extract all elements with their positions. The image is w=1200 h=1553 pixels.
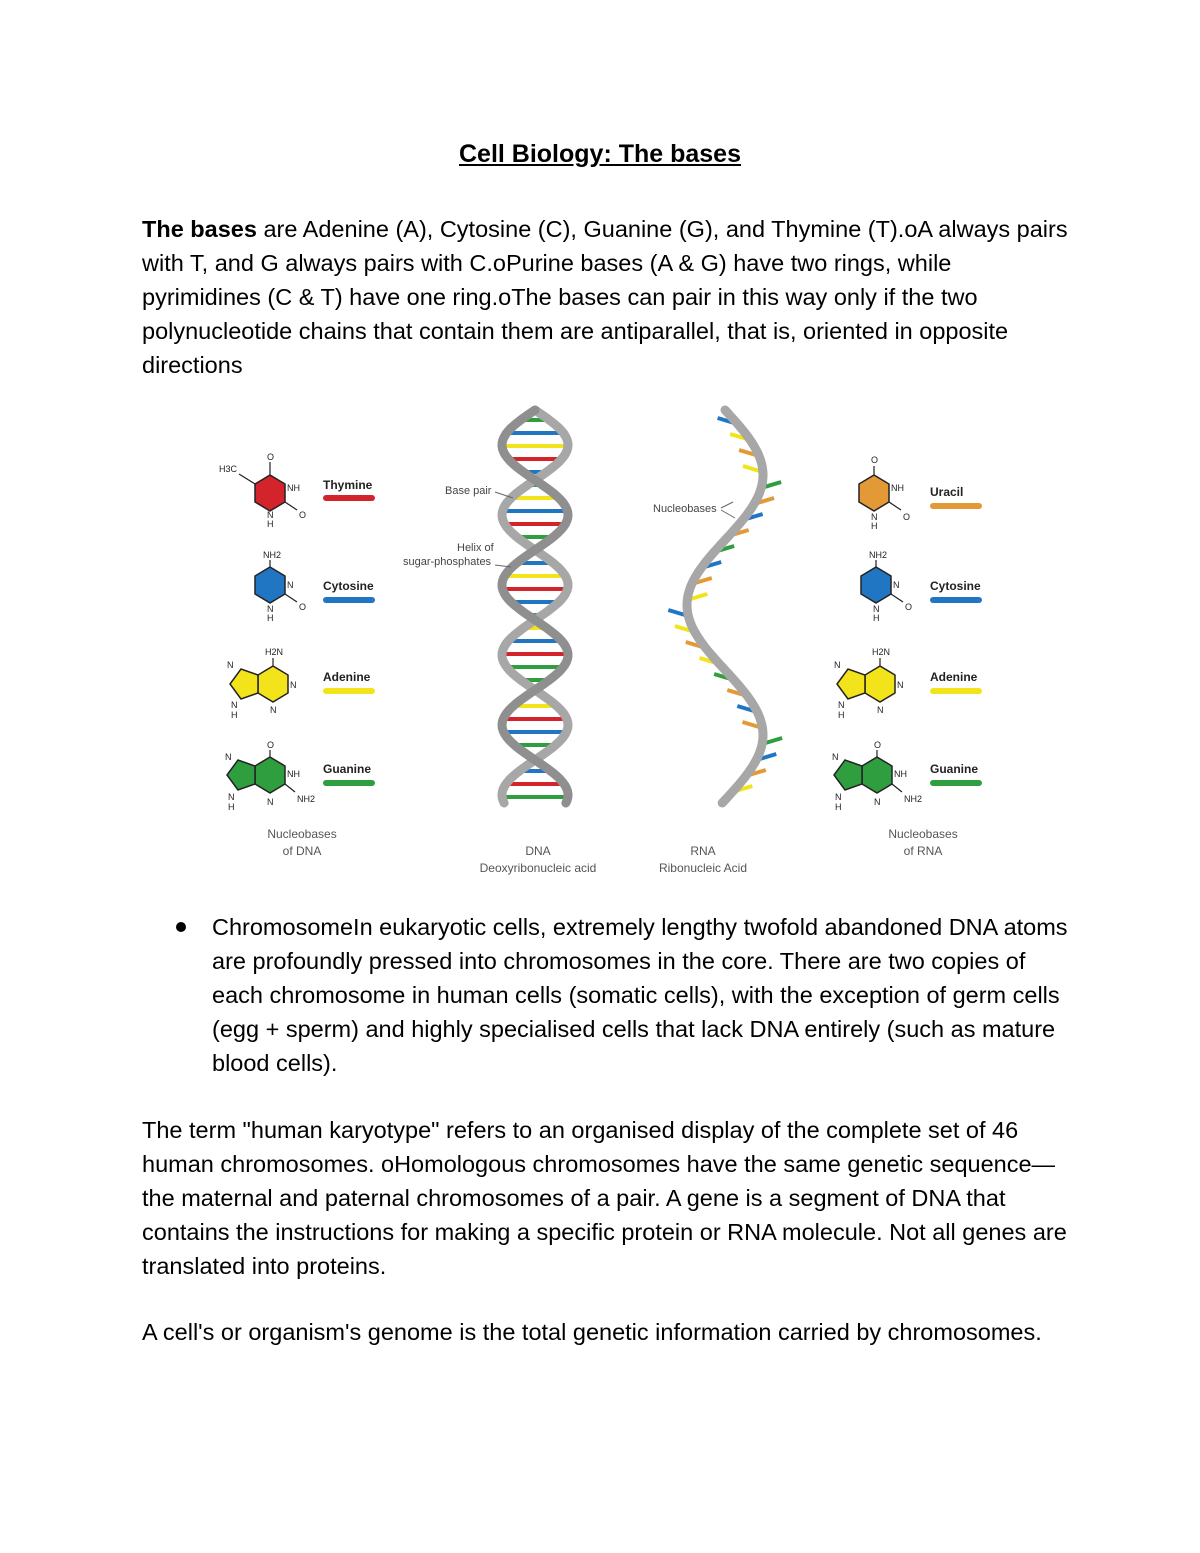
rna-caption-2: Ribonucleic Acid bbox=[658, 861, 748, 875]
thymine-atom-h: H bbox=[267, 519, 274, 529]
nucleobases-dna-caption-2: of DNA bbox=[282, 844, 322, 858]
dna-guanine-atom-n3: N bbox=[228, 792, 235, 802]
rna-cytosine-atom-nh2: NH2 bbox=[869, 550, 888, 560]
rna-cytosine-atom-n1: N bbox=[893, 580, 900, 590]
rna-adenine-atom-h: H bbox=[838, 710, 845, 720]
page-title: Cell Biology: The bases bbox=[458, 140, 741, 168]
dna-guanine-atom-o: O bbox=[267, 740, 275, 750]
intro-bold-lead: The bases bbox=[142, 216, 257, 242]
rna-cytosine-ring bbox=[861, 567, 891, 603]
uracil-atom-h: H bbox=[871, 521, 878, 531]
dna-adenine-swatch bbox=[323, 688, 375, 694]
helix-label-1: Helix of bbox=[457, 542, 494, 554]
dna-adenine-atom-n1: N bbox=[290, 680, 297, 690]
uracil-atom-n: N bbox=[871, 512, 878, 522]
base-pair-label: Base pair bbox=[445, 485, 492, 497]
rna-guanine-label: Guanine bbox=[930, 762, 979, 776]
thymine-atom-h3c: H3C bbox=[219, 464, 238, 474]
rna-cytosine-atom-n2: N bbox=[873, 604, 880, 614]
rna-guanine-atom-nh: NH bbox=[894, 769, 907, 779]
uracil-atom-nh: NH bbox=[891, 483, 904, 493]
bullet-dot bbox=[176, 922, 186, 932]
helix-label-2: sugar-phosphates bbox=[403, 556, 492, 568]
dna-adenine-atom-h: H bbox=[231, 710, 238, 720]
rna-adenine-atom-h2n: H2N bbox=[872, 647, 891, 657]
dna-cytosine-atom-o: O bbox=[299, 602, 307, 612]
dna-cytosine-ring bbox=[255, 567, 285, 603]
dna-adenine-atom-n2: N bbox=[270, 705, 277, 715]
dna-cytosine-label: Cytosine bbox=[323, 579, 374, 593]
thymine-atom-n: N bbox=[267, 510, 274, 520]
rna-adenine-label: Adenine bbox=[930, 670, 978, 684]
dna-adenine-label: Adenine bbox=[323, 670, 371, 684]
rna-guanine-atom-o: O bbox=[874, 740, 882, 750]
dna-adenine-ring6 bbox=[258, 666, 288, 702]
dna-guanine-atom-h: H bbox=[228, 802, 235, 812]
karyotype-paragraph: The term "human karyotype" refers to an organised display of the complete set of 46 human chromosomes. oHomologous chromosomes have the same genetic sequence—the maternal and paternal chromosomes of a pair. A gene is a segment of DNA that contains the instructions for making a specific protein or RNA molecule. Not all genes are translated into proteins. bbox=[142, 1117, 1067, 1279]
rna-guanine-swatch bbox=[930, 780, 982, 786]
uracil-atom-o1: O bbox=[871, 455, 879, 465]
nucleobases-dna-caption-1: Nucleobases bbox=[267, 827, 337, 841]
rna-guanine-ring5 bbox=[834, 760, 862, 790]
rna-adenine-atom-n1: N bbox=[897, 680, 904, 690]
dna-caption-1: DNA bbox=[525, 844, 551, 858]
dna-cytosine-swatch bbox=[323, 597, 375, 603]
thymine-label: Thymine bbox=[323, 478, 373, 492]
thymine-structure bbox=[219, 452, 375, 529]
chromosome-bullet: ChromosomeIn eukaryotic cells, extremely lengthy twofold abandoned DNA atoms are profoundly pressed into chromosomes in the core. There are two copies of each chromosome in human cells (somatic cells), with the exception of germ cells (egg + sperm) and highly specialised cells that lack DNA entirely (such as mature blood cells). bbox=[212, 914, 1068, 1076]
dna-cytosine-atom-nh2: NH2 bbox=[263, 550, 282, 560]
uracil-ring bbox=[859, 475, 889, 511]
nucleobases-figure bbox=[195, 400, 1015, 890]
uracil-swatch bbox=[930, 503, 982, 509]
rna-single-strand bbox=[668, 410, 782, 803]
rna-guanine-atom-n2: N bbox=[874, 797, 881, 807]
rna-caption-1: RNA bbox=[690, 844, 716, 858]
rna-cytosine-swatch bbox=[930, 597, 982, 603]
dna-guanine-ring6 bbox=[255, 757, 285, 793]
dna-guanine-swatch bbox=[323, 780, 375, 786]
rna-guanine-atom-h: H bbox=[835, 802, 842, 812]
rna-adenine-structure bbox=[834, 647, 982, 720]
rna-cytosine-label: Cytosine bbox=[930, 579, 981, 593]
dna-cytosine-atom-h: H bbox=[267, 613, 274, 623]
dna-guanine-atom-nh: NH bbox=[287, 769, 300, 779]
rna-adenine-atom-n4: N bbox=[838, 700, 845, 710]
rna-guanine-atom-n1: N bbox=[832, 752, 839, 762]
rna-adenine-atom-n3: N bbox=[834, 660, 841, 670]
uracil-structure bbox=[859, 455, 982, 531]
dna-double-helix bbox=[498, 410, 572, 803]
thymine-atom-o1: O bbox=[267, 452, 275, 462]
uracil-atom-o2: O bbox=[903, 512, 911, 522]
thymine-atom-o2: O bbox=[299, 510, 307, 520]
dna-guanine-ring5 bbox=[227, 760, 255, 790]
dna-cytosine-atom-n1: N bbox=[287, 580, 294, 590]
rna-guanine-atom-n3: N bbox=[835, 792, 842, 802]
intro-paragraph bbox=[142, 212, 1072, 382]
dna-guanine-atom-n2: N bbox=[267, 797, 274, 807]
dna-adenine-structure bbox=[227, 647, 375, 720]
dna-guanine-structure bbox=[225, 740, 375, 812]
thymine-ring bbox=[255, 475, 285, 511]
rna-adenine-ring5 bbox=[837, 669, 865, 699]
rna-cytosine-atom-o: O bbox=[905, 602, 913, 612]
dna-guanine-atom-nh2: NH2 bbox=[297, 794, 316, 804]
dna-guanine-atom-n1: N bbox=[225, 752, 232, 762]
rna-adenine-atom-n2: N bbox=[877, 705, 884, 715]
genome-paragraph: A cell's or organism's genome is the total genetic information carried by chromosomes. bbox=[142, 1319, 1042, 1345]
nucleobases-rna-caption-1: Nucleobases bbox=[888, 827, 958, 841]
dna-guanine-label: Guanine bbox=[323, 762, 372, 776]
intro-text: are Adenine (A), Cytosine (C), Guanine (G), and Thymine (T).oA always pairs with T, and G always pairs with C.oPurine bases (A & G) have two rings, while pyrimidines (C & T) have one ring.oThe bases can pair in this way only if the two polynucleotide chains that contain them are antiparallel, that is, oriented in opposite directions bbox=[142, 216, 1068, 378]
nucleobases-rna-caption-2: of RNA bbox=[903, 844, 943, 858]
dna-adenine-atom-h2n: H2N bbox=[265, 647, 284, 657]
thymine-atom-nh: NH bbox=[287, 483, 300, 493]
rna-adenine-ring6 bbox=[865, 666, 895, 702]
uracil-label: Uracil bbox=[930, 485, 964, 499]
thymine-swatch bbox=[323, 495, 375, 501]
rna-adenine-swatch bbox=[930, 688, 982, 694]
dna-adenine-ring5 bbox=[230, 669, 258, 699]
dna-adenine-atom-n3: N bbox=[227, 660, 234, 670]
rna-cytosine-structure bbox=[861, 550, 982, 623]
rna-guanine-structure bbox=[832, 740, 982, 812]
rna-guanine-ring6 bbox=[862, 757, 892, 793]
dna-adenine-atom-n4: N bbox=[231, 700, 238, 710]
dna-cytosine-structure bbox=[255, 550, 375, 623]
rna-nucleobases-label: Nucleobases bbox=[653, 503, 717, 515]
dna-caption-2: Deoxyribonucleic acid bbox=[479, 861, 597, 875]
rna-guanine-atom-nh2: NH2 bbox=[904, 794, 923, 804]
rna-cytosine-atom-h: H bbox=[873, 613, 880, 623]
dna-cytosine-atom-n2: N bbox=[267, 604, 274, 614]
